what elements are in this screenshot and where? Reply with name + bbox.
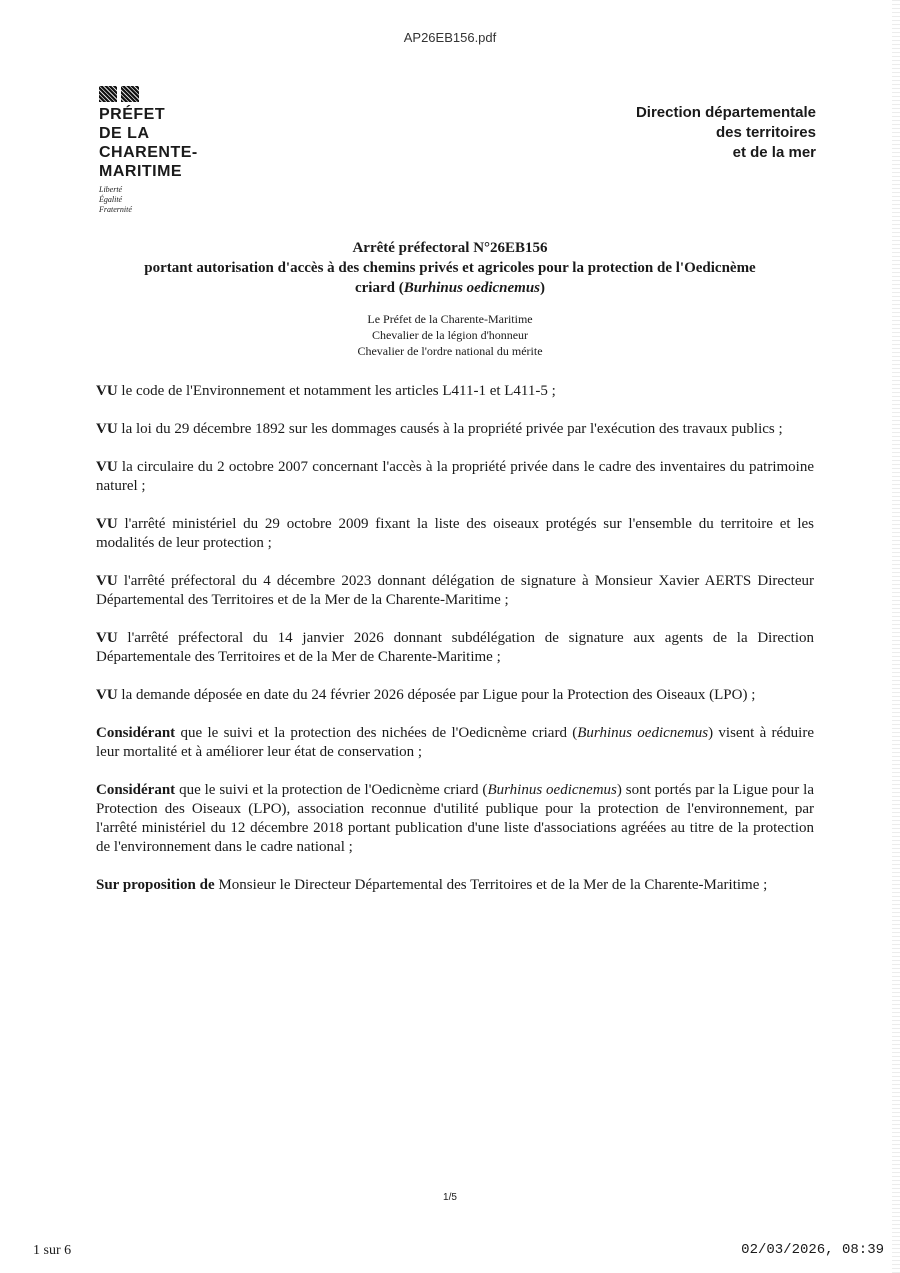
vu-paragraph: VU l'arrêté préfectoral du 14 janvier 2026 donnant subdélégation de signature aux agents de la Direction Départementale des Territoires et de la Mer de Charente-Maritime ; (96, 630, 814, 665)
document-filename: AP26EB156.pdf (403, 30, 497, 45)
prefet-name: PRÉFET DE LA CHARENTE- MARITIME (99, 106, 198, 180)
considerant-paragraph: Considérant que le suivi et la protection de l'Oedicnème criard (Burhinus oedicnemus) sont portés par la Ligue pour la Protection des Oiseaux (LPO), association reconnue d'utilité publique pour la protection de l'environnement, par l'arrêté ministériel du 12 décembre 2018 portant publication d'une liste d'associations agréées au titre de la protection de l'environnement dans le cadre national ; (96, 782, 814, 855)
proposition-paragraph: Sur proposition de Monsieur le Directeur Départemental des Territoires et de la Mer de la Charente-Maritime ; (96, 877, 768, 893)
page-indicator: 1/5 (443, 1192, 457, 1203)
arrete-body (96, 382, 814, 914)
vu-paragraph: VU la loi du 29 décembre 1892 sur les dommages causés à la propriété privée par l'exécution des travaux publics ; (96, 421, 783, 437)
prefecture-logo (99, 86, 198, 215)
vu-paragraph: VU le code de l'Environnement et notamment les articles L411-1 et L411-5 ; (96, 383, 556, 399)
marianne-logo-icon (99, 86, 198, 102)
vu-paragraph: VU la circulaire du 2 octobre 2007 concernant l'accès à la propriété privée dans le cadre des inventaires du patrimoine naturel ; (96, 459, 814, 494)
vu-paragraph: VU l'arrêté préfectoral du 4 décembre 2023 donnant délégation de signature à Monsieur Xavier AERTS Directeur Départemental des Territoires et de la Mer de la Charente-Maritime ; (96, 573, 814, 608)
vu-paragraph: VU l'arrêté ministériel du 29 octobre 2009 fixant la liste des oiseaux protégés sur l'ensemble du territoire et les modalités de leur protection ; (96, 516, 814, 551)
scan-edge-artifact (892, 0, 900, 1273)
print-page-count: 1 sur 6 (33, 1243, 72, 1258)
arrete-title: Arrêté préfectoral N°26EB156 portant autorisation d'accès à des chemins privés et agricoles pour la protection de l'Oedicnème criard (Burhinus oedicnemus) (144, 240, 756, 296)
considerant-paragraph: Considérant que le suivi et la protection des nichées de l'Oedicnème criard (Burhinus oedicnemus) visent à réduire leur mortalité et à améliorer leur état de conservation ; (96, 725, 815, 760)
prefet-intro: Le Préfet de la Charente-Maritime Chevalier de la légion d'honneur Chevalier de l'ordre national du mérite (357, 312, 543, 358)
vu-paragraph: VU la demande déposée en date du 24 février 2026 déposée par Ligue pour la Protection des Oiseaux (LPO) ; (96, 687, 756, 703)
print-datetime: 02/03/2026, 08:39 (741, 1242, 884, 1258)
ddtm-header: Direction départementale des territoires et de la mer (635, 104, 816, 161)
republic-motto: Liberté Égalité Fraternité (99, 185, 132, 214)
